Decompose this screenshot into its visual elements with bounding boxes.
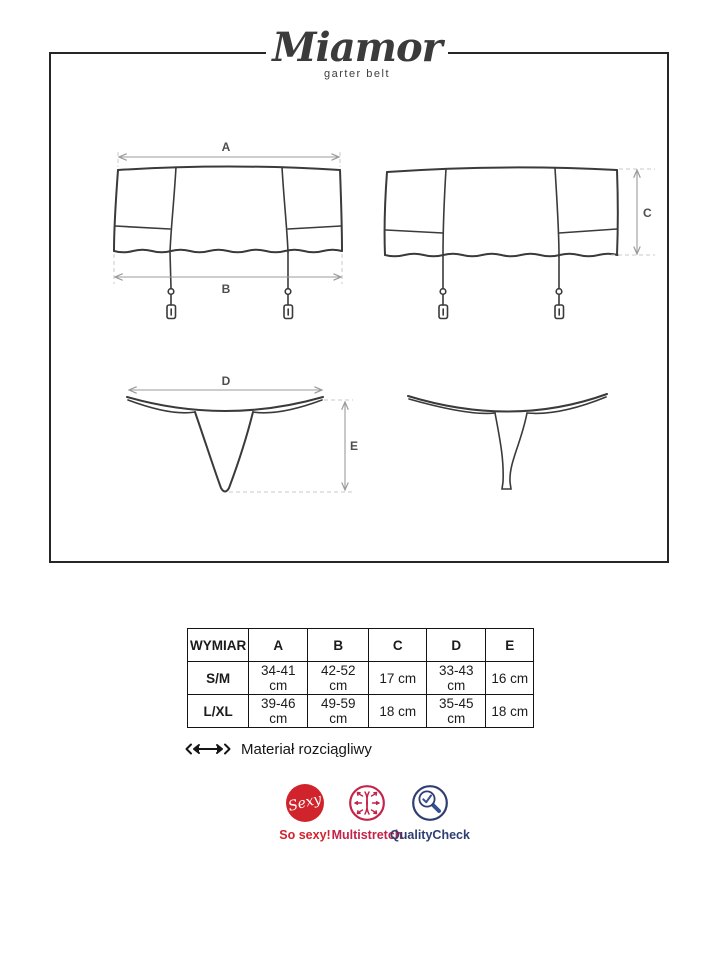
dim-label-c: C — [643, 206, 652, 220]
table-row-lxl — [188, 695, 534, 728]
material-note — [185, 740, 372, 758]
stretch-arrows-icon — [185, 740, 231, 758]
col-header-e: E — [486, 629, 534, 662]
lxl-dim-c: 18 cm — [369, 695, 427, 728]
col-header-d: D — [427, 629, 486, 662]
brand-tagline: garter belt — [323, 68, 391, 80]
qualitycheck-icon — [411, 784, 449, 822]
brand-logo — [266, 26, 448, 90]
size-label-sm: S/M — [188, 662, 249, 695]
col-header-wymiar: WYMIAR — [188, 629, 249, 662]
lxl-dim-d: 35-45 cm — [427, 695, 486, 728]
thong-back-view — [408, 394, 607, 489]
size-table-header-row — [188, 629, 534, 662]
lxl-dim-e: 18 cm — [486, 695, 534, 728]
dim-label-d: D — [221, 374, 231, 388]
col-header-c: C — [369, 629, 427, 662]
size-table — [187, 628, 534, 728]
thong-front-view — [127, 374, 358, 492]
table-row-sm — [188, 662, 534, 695]
col-header-b: B — [308, 629, 369, 662]
sexy-seal-icon — [286, 784, 324, 822]
garter-belt-front-view — [114, 140, 342, 319]
garter-belt-back-view — [385, 167, 655, 318]
garment-technical-drawing — [49, 52, 665, 559]
sm-dim-e: 16 cm — [486, 662, 534, 695]
sm-dim-b: 42-52 cm — [308, 662, 369, 695]
size-label-lxl: L/XL — [188, 695, 249, 728]
dim-label-e: E — [350, 439, 359, 453]
multistretch-icon — [348, 784, 386, 822]
sexy-seal-text: Sexy — [286, 791, 324, 815]
badge-qualitycheck-label: QualityCheck — [390, 828, 470, 842]
sm-dim-a: 34-41 cm — [249, 662, 308, 695]
badge-qualitycheck — [390, 784, 470, 842]
sm-dim-d: 33-43 cm — [427, 662, 486, 695]
lxl-dim-a: 39-46 cm — [249, 695, 308, 728]
dim-label-b: B — [221, 282, 231, 296]
dim-label-a: A — [221, 140, 231, 154]
brand-name: Miamor — [272, 24, 442, 71]
sm-dim-c: 17 cm — [369, 662, 427, 695]
material-note-text: Materiał rozciągliwy — [241, 740, 372, 758]
badge-multistretch-label: Multistretch — [331, 828, 403, 842]
lxl-dim-b: 49-59 cm — [308, 695, 369, 728]
col-header-a: A — [249, 629, 308, 662]
badge-so-sexy-label: So sexy! — [279, 828, 331, 842]
